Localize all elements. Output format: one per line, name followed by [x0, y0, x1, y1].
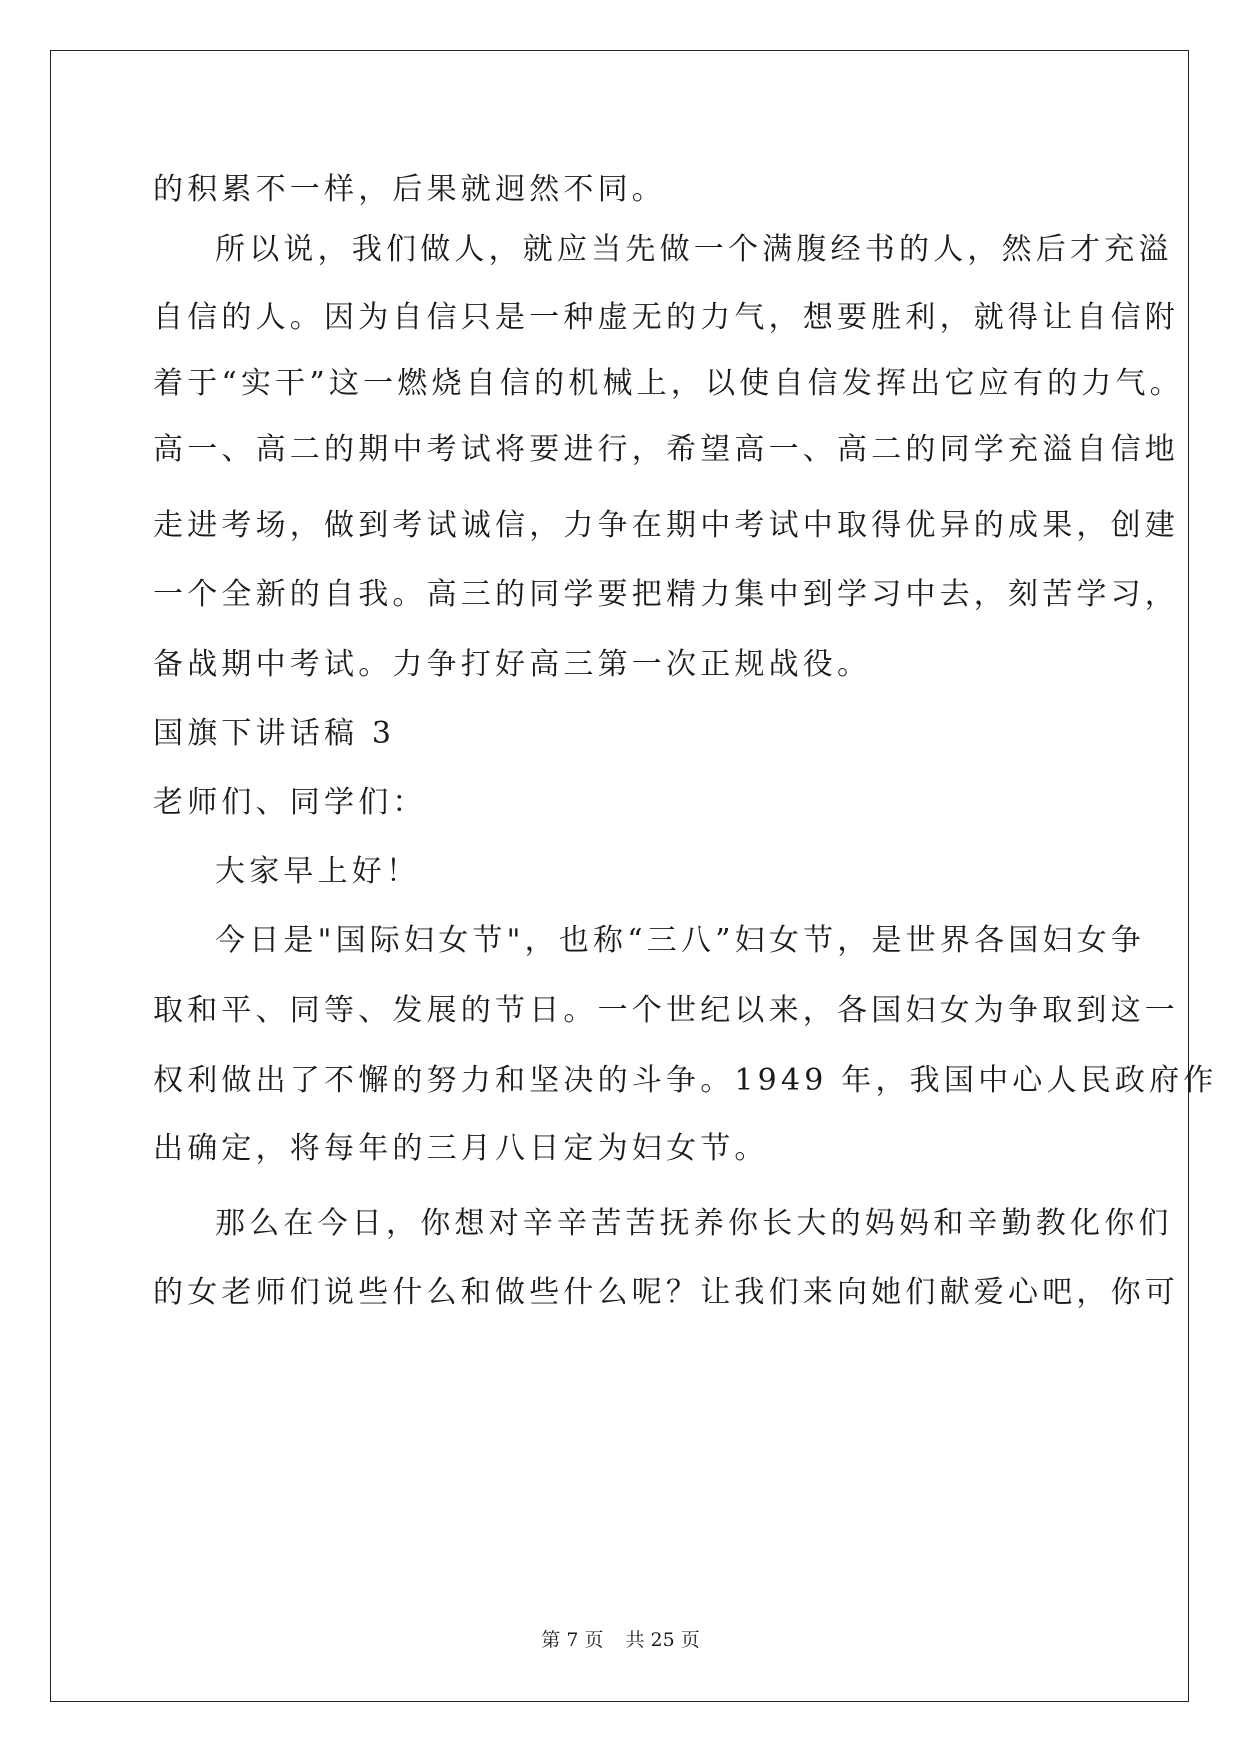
body-line: 高一、高二的期中考试将要进行，希望高一、高二的同学充溢自信地	[153, 432, 1179, 467]
body-line: 走进考场，做到考试诚信，力争在期中考试中取得优异的成果，创建	[153, 508, 1179, 543]
page-number: 第 7 页	[541, 1629, 604, 1651]
salutation: 老师们、同学们：	[153, 785, 427, 820]
body-line: 一个全新的自我。高三的同学要把精力集中到学习中去，刻苦学习，	[153, 577, 1179, 612]
body-line: 所以说，我们做人，就应当先做一个满腹经书的人，然后才充溢	[215, 232, 1173, 267]
section-heading: 国旗下讲话稿 3	[153, 716, 396, 751]
body-line: 备战期中考试。力争打好高三第一次正规战役。	[153, 647, 872, 682]
body-line: 取和平、同等、发展的节日。一个世纪以来，各国妇女为争取到这一	[153, 993, 1179, 1028]
body-line: 出确定，将每年的三月八日定为妇女节。	[153, 1131, 769, 1166]
page-total: 共 25 页	[625, 1629, 700, 1651]
body-line: 今日是"国际妇女节"，也称“三八”妇女节，是世界各国妇女争	[215, 923, 1146, 958]
page-footer	[0, 1628, 1241, 1652]
body-line: 着于“实干”这一燃烧自信的机械上，以使自信发挥出它应有的力气。	[153, 366, 1184, 401]
body-line: 的女老师们说些什么和做些什么呢？让我们来向她们献爱心吧，你可	[153, 1275, 1179, 1310]
body-line: 自信的人。因为自信只是一种虚无的力气，想要胜利，就得让自信附	[153, 300, 1179, 335]
greeting: 大家早上好！	[215, 854, 421, 889]
body-line: 那么在今日，你想对辛辛苦苦抚养你长大的妈妈和辛勤教化你们	[215, 1206, 1173, 1241]
body-line: 的积累不一样，后果就迥然不同。	[153, 172, 666, 207]
body-line: 权利做出了不懈的努力和坚决的斗争。1949 年，我国中心人民政府作	[153, 1063, 1218, 1098]
